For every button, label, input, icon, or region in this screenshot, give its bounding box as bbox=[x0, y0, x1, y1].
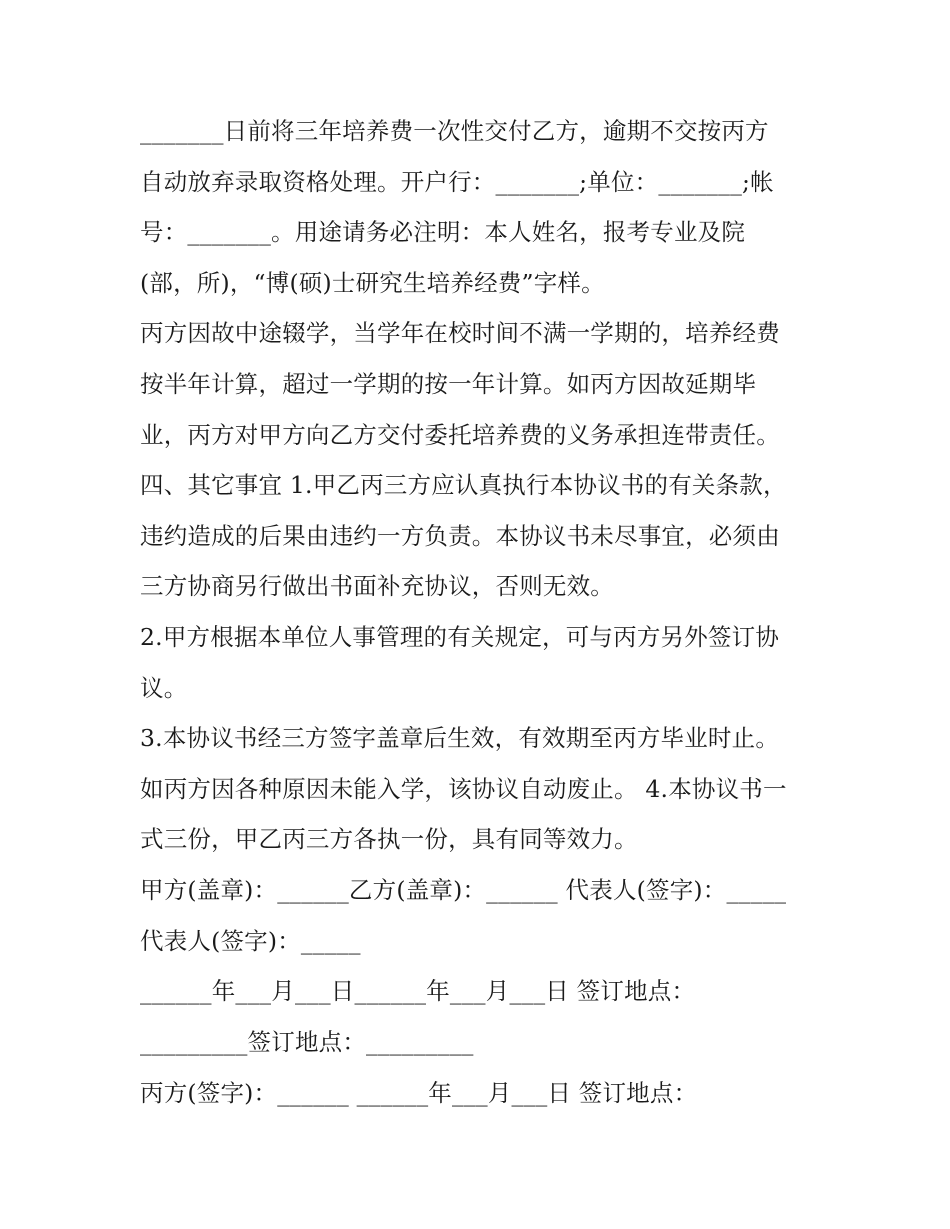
text-line: 2.甲方根据本单位人事管理的有关规定，可与丙方另外签订协 bbox=[140, 623, 780, 651]
text-line: 业，丙方对甲方向乙方交付委托培养费的义务承担连带责任。 bbox=[140, 421, 780, 449]
text-line: ______年___月___日______年___月___日 签订地点： bbox=[140, 977, 696, 1005]
text-line: _______日前将三年培养费一次性交付乙方，逾期不交按丙方 bbox=[140, 117, 769, 145]
text-line: 丙方因故中途辍学，当学年在校时间不满一学期的，培养经费 bbox=[140, 319, 780, 347]
text-line: 违约造成的后果由违约一方负责。本协议书未尽事宜，必须由 bbox=[140, 522, 780, 550]
text-line: 号：_______。用途请务必注明：本人姓名，报考专业及院 bbox=[140, 218, 746, 246]
text-line: 按半年计算，超过一学期的按一年计算。如丙方因故延期毕 bbox=[140, 370, 757, 398]
text-line: _________签订地点：_________ bbox=[140, 1028, 474, 1056]
text-line: 3.本协议书经三方签字盖章后生效，有效期至丙方毕业时止。 bbox=[140, 724, 780, 752]
text-line: 四、其它事宜 1.甲乙丙三方应认真执行本协议书的有关条款， bbox=[140, 471, 787, 499]
text-line: 式三份，甲乙丙三方各执一份，具有同等效力。 bbox=[140, 825, 638, 853]
text-line: 自动放弃录取资格处理。开户行：_______;单位：_______;帐 bbox=[140, 168, 774, 196]
text-line: (部，所)，“博(硕)士研究生培养经费”字样。 bbox=[140, 269, 605, 297]
text-line: 丙方(签字)：______ ______年___月___日 签订地点： bbox=[140, 1079, 698, 1107]
text-line: 如丙方因各种原因未能入学，该协议自动废止。 4.本协议书一 bbox=[140, 775, 787, 803]
text-line: 议。 bbox=[140, 674, 188, 702]
text-line: 甲方(盖章)：______乙方(盖章)：______ 代表人(签字)：_____ bbox=[140, 876, 787, 904]
text-line: 代表人(签字)：_____ bbox=[140, 927, 361, 955]
text-line: 三方协商另行做出书面补充协议，否则无效。 bbox=[140, 572, 614, 600]
